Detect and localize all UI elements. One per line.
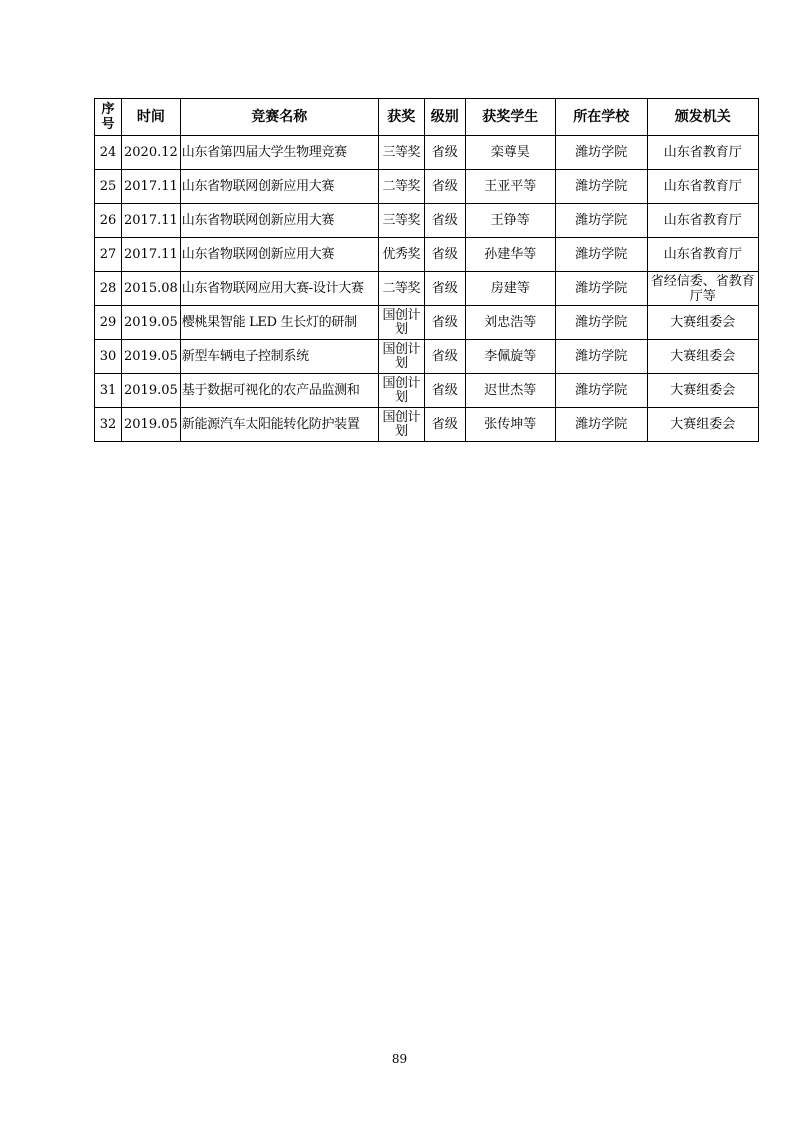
cell-students: 王亚平等 bbox=[465, 170, 555, 204]
cell-index: 30 bbox=[95, 340, 122, 374]
cell-award: 国创计划 bbox=[378, 408, 424, 442]
table-row bbox=[95, 136, 759, 170]
cell-award: 国创计划 bbox=[378, 306, 424, 340]
table-row bbox=[95, 306, 759, 340]
cell-level: 省级 bbox=[424, 306, 465, 340]
cell-level: 省级 bbox=[424, 340, 465, 374]
cell-index: 25 bbox=[95, 170, 122, 204]
cell-name: 山东省物联网创新应用大赛 bbox=[180, 238, 378, 272]
cell-students: 孙建华等 bbox=[465, 238, 555, 272]
cell-index: 24 bbox=[95, 136, 122, 170]
cell-school: 潍坊学院 bbox=[555, 408, 647, 442]
cell-name: 山东省物联网应用大赛-设计大赛 bbox=[180, 272, 378, 306]
cell-award: 三等奖 bbox=[378, 204, 424, 238]
cell-students: 李佩旋等 bbox=[465, 340, 555, 374]
cell-date: 2015.08 bbox=[122, 272, 181, 306]
cell-date: 2017.11 bbox=[122, 204, 181, 238]
header-index: 序号 bbox=[95, 99, 122, 136]
cell-school: 潍坊学院 bbox=[555, 136, 647, 170]
cell-index: 26 bbox=[95, 204, 122, 238]
cell-students: 刘忠浩等 bbox=[465, 306, 555, 340]
header-school: 所在学校 bbox=[555, 99, 647, 136]
header-issuing-agency: 颁发机关 bbox=[647, 99, 758, 136]
awards-table bbox=[94, 98, 759, 442]
cell-level: 省级 bbox=[424, 170, 465, 204]
cell-index: 29 bbox=[95, 306, 122, 340]
cell-award: 三等奖 bbox=[378, 136, 424, 170]
table-row bbox=[95, 408, 759, 442]
cell-level: 省级 bbox=[424, 136, 465, 170]
cell-school: 潍坊学院 bbox=[555, 204, 647, 238]
cell-date: 2019.05 bbox=[122, 340, 181, 374]
cell-agency: 山东省教育厅 bbox=[647, 204, 758, 238]
table-body bbox=[95, 136, 759, 442]
table-row bbox=[95, 272, 759, 306]
cell-award: 二等奖 bbox=[378, 170, 424, 204]
cell-name: 山东省物联网创新应用大赛 bbox=[180, 204, 378, 238]
cell-level: 省级 bbox=[424, 204, 465, 238]
header-row bbox=[95, 99, 759, 136]
cell-school: 潍坊学院 bbox=[555, 238, 647, 272]
cell-name: 新型车辆电子控制系统 bbox=[180, 340, 378, 374]
cell-award: 国创计划 bbox=[378, 374, 424, 408]
cell-date: 2019.05 bbox=[122, 374, 181, 408]
cell-level: 省级 bbox=[424, 272, 465, 306]
table-row bbox=[95, 238, 759, 272]
cell-school: 潍坊学院 bbox=[555, 374, 647, 408]
table-row bbox=[95, 374, 759, 408]
cell-agency: 省经信委、省教育厅等 bbox=[647, 272, 758, 306]
cell-level: 省级 bbox=[424, 238, 465, 272]
cell-agency: 大赛组委会 bbox=[647, 340, 758, 374]
table-row bbox=[95, 204, 759, 238]
cell-date: 2019.05 bbox=[122, 408, 181, 442]
cell-agency: 山东省教育厅 bbox=[647, 136, 758, 170]
header-award: 获奖 bbox=[378, 99, 424, 136]
cell-agency: 大赛组委会 bbox=[647, 306, 758, 340]
cell-name: 新能源汽车太阳能转化防护装置 bbox=[180, 408, 378, 442]
cell-level: 省级 bbox=[424, 408, 465, 442]
cell-index: 27 bbox=[95, 238, 122, 272]
cell-award: 优秀奖 bbox=[378, 238, 424, 272]
cell-school: 潍坊学院 bbox=[555, 272, 647, 306]
table-row bbox=[95, 340, 759, 374]
header-students: 获奖学生 bbox=[465, 99, 555, 136]
cell-index: 31 bbox=[95, 374, 122, 408]
cell-index: 32 bbox=[95, 408, 122, 442]
page-number: 89 bbox=[391, 1052, 408, 1066]
cell-agency: 山东省教育厅 bbox=[647, 170, 758, 204]
cell-date: 2017.11 bbox=[122, 238, 181, 272]
cell-students: 房建等 bbox=[465, 272, 555, 306]
cell-students: 栾尊昊 bbox=[465, 136, 555, 170]
cell-award: 二等奖 bbox=[378, 272, 424, 306]
header-competition-name: 竞赛名称 bbox=[180, 99, 378, 136]
table-row bbox=[95, 170, 759, 204]
cell-date: 2017.11 bbox=[122, 170, 181, 204]
cell-index: 28 bbox=[95, 272, 122, 306]
cell-name: 山东省物联网创新应用大赛 bbox=[180, 170, 378, 204]
header-level: 级别 bbox=[424, 99, 465, 136]
cell-award: 国创计划 bbox=[378, 340, 424, 374]
cell-school: 潍坊学院 bbox=[555, 340, 647, 374]
cell-students: 王铮等 bbox=[465, 204, 555, 238]
cell-agency: 大赛组委会 bbox=[647, 374, 758, 408]
cell-students: 张传坤等 bbox=[465, 408, 555, 442]
cell-date: 2019.05 bbox=[122, 306, 181, 340]
cell-name: 山东省第四届大学生物理竞赛 bbox=[180, 136, 378, 170]
header-date: 时间 bbox=[122, 99, 181, 136]
cell-name: 基于数据可视化的农产品监测和 bbox=[180, 374, 378, 408]
cell-level: 省级 bbox=[424, 374, 465, 408]
cell-agency: 山东省教育厅 bbox=[647, 238, 758, 272]
cell-date: 2020.12 bbox=[122, 136, 181, 170]
cell-school: 潍坊学院 bbox=[555, 306, 647, 340]
cell-school: 潍坊学院 bbox=[555, 170, 647, 204]
cell-agency: 大赛组委会 bbox=[647, 408, 758, 442]
cell-name: 樱桃果智能 LED 生长灯的研制 bbox=[180, 306, 378, 340]
cell-students: 迟世杰等 bbox=[465, 374, 555, 408]
